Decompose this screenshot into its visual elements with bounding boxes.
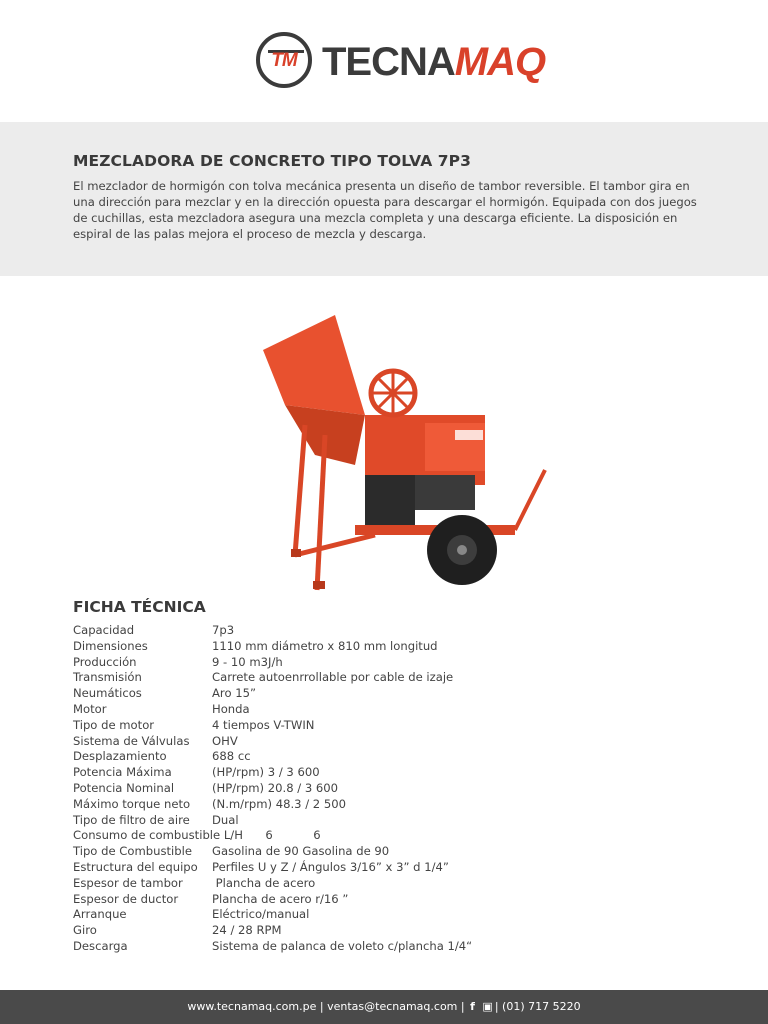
logo-wordmark-part1: TECNA [322, 40, 455, 84]
spec-value: 9 - 10 m3J/h [212, 654, 283, 669]
spec-row [73, 623, 693, 639]
youtube-icon[interactable]: ▣ [482, 1000, 493, 1013]
spec-label: Potencia Nominal [73, 780, 175, 795]
spec-label: Tipo de motor [73, 717, 155, 732]
footer-contact-bar [0, 990, 768, 1024]
spec-row [73, 860, 693, 876]
separator: | [460, 1000, 465, 1013]
spec-value: 4 tiempos V-TWIN [212, 717, 315, 732]
spec-value: Gasolina de 90 Gasolina de 90 [212, 844, 390, 859]
spec-row [73, 813, 693, 829]
spec-value: 1110 mm diámetro x 810 mm longitud [212, 638, 438, 653]
spec-label: Capacidad [73, 623, 135, 637]
spec-label: Giro [73, 923, 97, 938]
spec-value: Aro 15” [212, 686, 256, 701]
spec-label: Neumáticos [73, 686, 142, 701]
logo-wordmark [322, 40, 545, 84]
spec-value: 688 cc [212, 749, 251, 764]
spec-row [73, 781, 693, 797]
spec-value: 24 / 28 RPM [212, 923, 282, 938]
spec-label: Desplazamiento [73, 749, 167, 764]
spec-label: Arranque [73, 907, 127, 922]
spec-value: Dual [212, 812, 239, 827]
spec-label: Consumo de combustible L/H [73, 828, 243, 843]
spec-value: Plancha de acero r/16 ” [212, 891, 349, 906]
spec-row [73, 797, 693, 813]
spec-label: Estructura del equipo [73, 859, 198, 874]
spec-row [73, 939, 693, 955]
facebook-icon[interactable]: f [470, 1000, 475, 1013]
product-title: MEZCLADORA DE CONCRETO TIPO TOLVA 7P3 [73, 152, 472, 170]
spec-label: Motor [73, 701, 107, 716]
spec-row [73, 718, 693, 734]
tm-logo-icon [256, 32, 312, 88]
spec-row [73, 655, 693, 671]
spec-value: Sistema de palanca de voleto c/plancha 1/4“ [212, 938, 473, 953]
spec-label: Descarga [73, 938, 128, 953]
spec-value: (HP/rpm) 20.8 / 3 600 [212, 780, 339, 795]
spec-value: (HP/rpm) 3 / 3 600 [212, 765, 320, 780]
spec-table [73, 623, 693, 955]
email-link[interactable]: ventas@tecnamaq.com [327, 1000, 458, 1013]
spec-row [73, 686, 693, 702]
spec-row [73, 639, 693, 655]
product-description: El mezclador de hormigón con tolva mecánica presenta un diseño de tambor reversible. El tambor gira en una dirección para mezclar y en la dirección opuesta para descargar el hormigón. Equipada con dos juegos de cuchillas, esta mezcladora asegura una mezcla completa y una descarga eficiente. La disposición en espiral de las palas mejora el proceso de mezcla y descarga. [73, 179, 697, 241]
spec-label: Transmisión [73, 670, 142, 685]
separator: | [494, 1000, 499, 1013]
spec-label: Sistema de Válvulas [73, 733, 190, 748]
spec-label: Tipo de Combustible [73, 844, 192, 859]
spec-row [73, 892, 693, 908]
logo-mark-text: TM [271, 50, 297, 71]
spec-value: Carrete autoenrrollable por cable de izaje [212, 670, 454, 685]
spec-label: Dimensiones [73, 638, 148, 653]
spec-row [73, 844, 693, 860]
spec-value: 7p3 [212, 623, 235, 637]
brand-logo [0, 30, 768, 92]
spec-value: Plancha de acero [212, 875, 316, 890]
spec-label: Espesor de tambor [73, 875, 183, 890]
spec-value: (N.m/rpm) 48.3 / 2 500 [212, 796, 346, 811]
spec-label: Máximo torque neto [73, 796, 191, 811]
spec-value: Perfiles U y Z / Ángulos 3/16” x 3” d 1/4” [212, 859, 449, 874]
concrete-mixer-image [255, 305, 555, 595]
separator: | [319, 1000, 324, 1013]
spec-value: Eléctrico/manual [212, 907, 310, 922]
logo-wordmark-part2: MAQ [454, 40, 546, 84]
spec-label: Producción [73, 654, 137, 669]
spec-row [73, 702, 693, 718]
intro-band [0, 122, 768, 276]
spec-value: Honda [212, 701, 250, 716]
website-link[interactable]: www.tecnamaq.com.pe [187, 1000, 317, 1013]
spec-label: Espesor de ductor [73, 891, 179, 906]
phone-number: (01) 717 5220 [502, 1000, 581, 1013]
spec-row [73, 876, 693, 892]
spec-label: Tipo de filtro de aire [73, 812, 190, 827]
spec-row [73, 749, 693, 765]
spec-row [73, 828, 693, 844]
spec-label: Potencia Máxima [73, 765, 172, 780]
spec-value: 6 6 [258, 828, 321, 843]
spec-row [73, 734, 693, 750]
spec-row [73, 670, 693, 686]
spec-row [73, 765, 693, 781]
spec-sheet-title: FICHA TÉCNICA [73, 598, 206, 616]
spec-row [73, 907, 693, 923]
spec-value: OHV [212, 733, 238, 748]
spec-row [73, 923, 693, 939]
